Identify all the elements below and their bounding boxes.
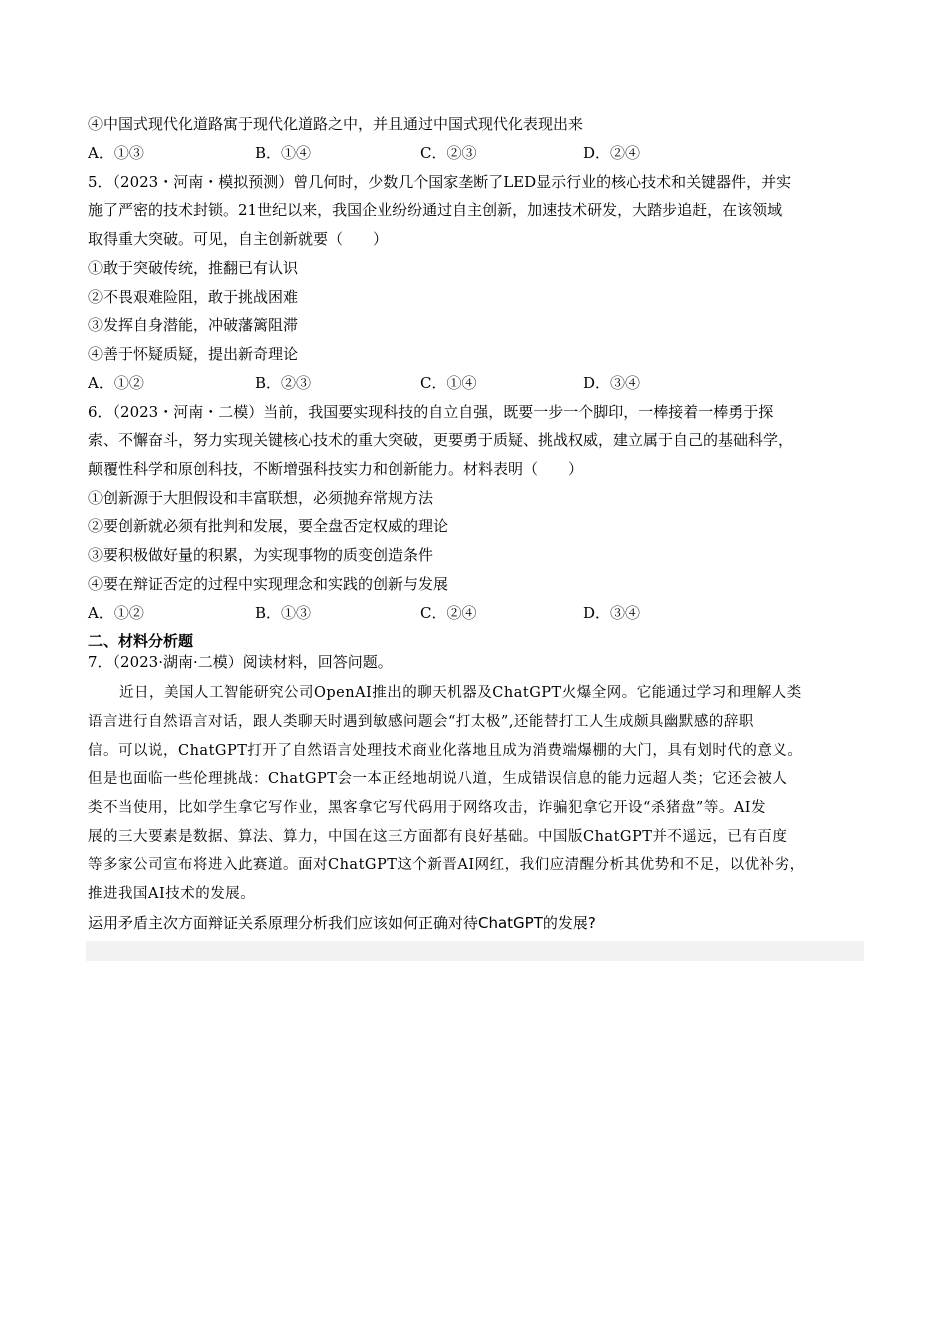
q6-option-c: C．②④ [420,604,477,622]
q7-material-line-4: 但是也面临一些伦理挑战：ChatGPT会一本正经地胡说八道，生成错误信息的能力远超人类；它还会被人 [88,771,788,787]
q6-item-1: ①创新源于大胆假设和丰富联想，必须抛弃常规方法 [88,489,434,507]
q6-item-4: ④要在辩证否定的过程中实现理念和实践的创新与发展 [88,575,449,593]
q6-option-d: D．③④ [583,604,641,622]
q5-stem-line-1: 5．（2023・河南・模拟预测）曾几何时，少数几个国家垄断了LED显示行业的核心技术和关键器件，并实 [88,173,792,191]
q5-stem-line-2: 施了严密的技术封锁。21世纪以来，我国企业纷纷通过自主创新，加速技术研发，大踏步追赶，在该领域 [88,201,783,219]
q7-material-line-5: 类不当使用，比如学生拿它写作业，黑客拿它写代码用于网络攻击，诈骗犯拿它开设“杀猪盘”等。AI发 [88,800,767,816]
answer-area[interactable] [86,941,864,961]
q6-stem-line-1: 6．（2023・河南・二模）当前，我国要实现科技的自立自强，既要一步一个脚印，一棒接着一棒勇于探 [88,403,774,421]
q5-option-b: B．②③ [255,374,312,392]
q5-option-a: A．①② [88,374,144,392]
q6-stem-line-3: 颠覆性科学和原创科技，不断增强科技实力和创新能力。材料表明（ ） [88,460,584,478]
q4-options [88,143,888,163]
q4-option-c: C．②③ [420,144,477,162]
q6-item-2: ②要创新就必须有批判和发展，要全盘否定权威的理论 [88,517,449,535]
q6-item-3: ③要积极做好量的积累，为实现事物的质变创造条件 [88,546,434,564]
section-2-title: 二、材料分析题 [88,632,194,650]
q4-option-a: A．①③ [88,144,144,162]
q7-material-line-7: 等多家公司宣布将进入此赛道。面对ChatGPT这个新晋AI网红，我们应清醒分析其优势和不足，以优补劣， [88,857,805,873]
q7-material-line-8: 推进我国AI技术的发展。 [88,886,256,902]
q4-item-4: ④中国式现代化道路寓于现代化道路之中，并且通过中国式现代化表现出来 [88,115,584,133]
q4-option-b: B．①④ [255,144,312,162]
q7-material-line-1: 近日，美国人工智能研究公司OpenAI推出的聊天机器及ChatGPT火爆全网。它能通过学习和理解人类 [119,685,802,701]
q6-stem-line-2: 索、不懈奋斗，努力实现关键核心技术的重大突破，更要勇于质疑、挑战权威，建立属于自己的基础科学， [88,431,794,449]
q7-material-line-3: 信。可以说，ChatGPT打开了自然语言处理技术商业化落地且成为消费端爆棚的大门，具有划时代的意义。 [88,743,803,759]
q5-item-1: ①敢于突破传统，推翻已有认识 [88,259,299,277]
q6-options [88,603,888,623]
q7-material-line-6: 展的三大要素是数据、算法、算力，中国在这三方面都有良好基础。中国版ChatGPT并不遥远，已有百度 [88,829,788,845]
q4-option-d: D．②④ [583,144,641,162]
q7-question: 运用矛盾主次方面辩证关系原理分析我们应该如何正确对待ChatGPT的发展? [88,914,596,932]
q5-options [88,373,888,393]
q5-option-c: C．①④ [420,374,477,392]
q5-option-d: D．③④ [583,374,641,392]
q7-material-line-2: 语言进行自然语言对话，跟人类聊天时遇到敏感问题会“打太极”,还能替打工人生成颇具幽默感的辞职 [88,714,754,730]
q6-option-a: A．①② [88,604,144,622]
q5-item-4: ④善于怀疑质疑，提出新奇理论 [88,345,299,363]
q5-item-2: ②不畏艰难险阻，敢于挑战困难 [88,288,299,306]
q5-stem-line-3: 取得重大突破。可见，自主创新就要（ ） [88,230,389,248]
q6-option-b: B．①③ [255,604,312,622]
q7-header: 7．（2023·湖南·二模）阅读材料，回答问题。 [88,653,393,671]
q5-item-3: ③发挥自身潜能，冲破藩篱阻滞 [88,316,299,334]
